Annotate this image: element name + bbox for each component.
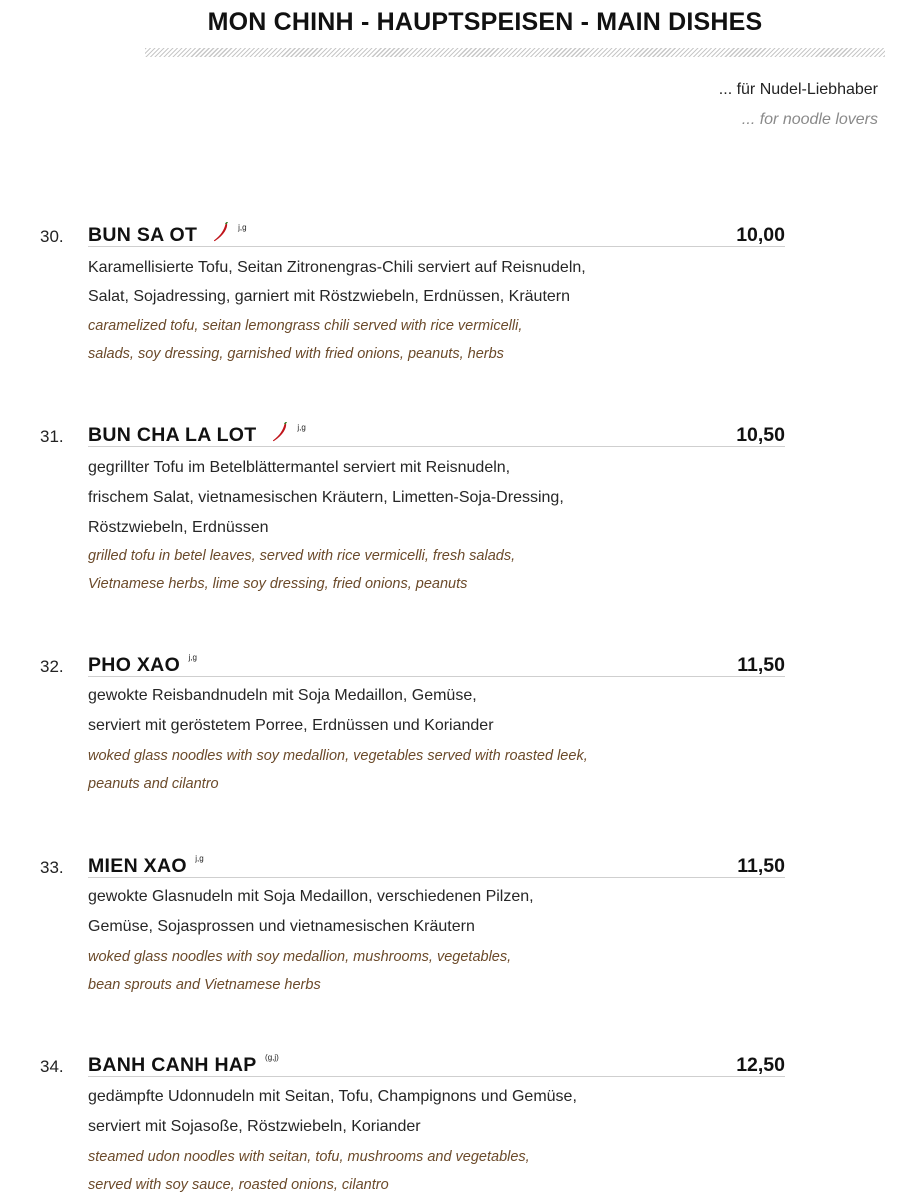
- description-english-line: steamed udon noodles with seitan, tofu, mushrooms and vegetables,: [88, 1149, 530, 1165]
- allergen-code: j,g: [297, 423, 306, 432]
- menu-item-31: [0, 424, 922, 604]
- description-english-line: served with soy sauce, roasted onions, cilantro: [88, 1177, 389, 1193]
- description-english-line: bean sprouts and Vietnamese herbs: [88, 977, 321, 993]
- description-german-line: Gemüse, Sojasprossen und vietnamesischen Kräutern: [88, 918, 475, 935]
- description-german-line: gedämpfte Udonnudeln mit Seitan, Tofu, Champignons und Gemüse,: [88, 1088, 577, 1105]
- page-title: MON CHINH - HAUPTSPEISEN - MAIN DISHES: [207, 8, 763, 36]
- description-english-line: salads, soy dressing, garnished with fried onions, peanuts, herbs: [88, 346, 504, 362]
- dish-name: BUN CHA LA LOT: [88, 424, 257, 446]
- description-english-line: peanuts and cilantro: [88, 776, 219, 792]
- dish-price: 10,50: [736, 424, 785, 446]
- dish-header: [88, 855, 785, 878]
- allergen-code: j,g: [188, 653, 197, 662]
- chili-icon: [212, 222, 230, 247]
- allergen-code: (g,j): [265, 1053, 279, 1062]
- description-german-line: gewokte Reisbandnudeln mit Soja Medaillon, Gemüse,: [88, 687, 477, 704]
- description-german-line: Röstzwiebeln, Erdnüssen: [88, 519, 269, 536]
- dish-number: 32.: [40, 657, 64, 676]
- dish-header: [88, 224, 785, 247]
- subtitle-english: ... for noodle lovers: [741, 111, 878, 128]
- description-english-line: woked glass noodles with soy medallion, vegetables served with roasted leek,: [88, 748, 588, 764]
- description-english-line: woked glass noodles with soy medallion, mushrooms, vegetables,: [88, 949, 512, 965]
- dish-header: [88, 424, 785, 447]
- menu-item-33: [0, 855, 922, 1005]
- dish-price: 10,00: [736, 224, 785, 246]
- menu-item-32: [0, 654, 922, 804]
- allergen-code: j,g: [238, 223, 247, 232]
- dish-number: 34.: [40, 1057, 64, 1076]
- dish-header: [88, 654, 785, 677]
- description-english-line: Vietnamese herbs, lime soy dressing, fried onions, peanuts: [88, 576, 468, 592]
- description-english-line: grilled tofu in betel leaves, served with rice vermicelli, fresh salads,: [88, 548, 516, 564]
- menu-item-30: [0, 224, 922, 374]
- description-german-line: serviert mit Sojasoße, Röstzwiebeln, Koriander: [88, 1118, 421, 1135]
- dish-name: PHO XAO: [88, 654, 181, 676]
- description-german-line: Karamellisierte Tofu, Seitan Zitronengras-Chili serviert auf Reisnudeln,: [88, 259, 586, 276]
- hatched-divider: [145, 48, 885, 57]
- description-german-line: Salat, Sojadressing, garniert mit Röstzwiebeln, Erdnüssen, Kräutern: [88, 288, 571, 305]
- dish-price: 11,50: [737, 855, 785, 877]
- description-german-line: serviert mit geröstetem Porree, Erdnüssen und Koriander: [88, 717, 494, 734]
- dish-number: 30.: [40, 227, 64, 246]
- dish-price: 12,50: [736, 1054, 785, 1076]
- dish-header: [88, 1054, 785, 1077]
- dish-price: 11,50: [737, 654, 785, 676]
- dish-name: BUN SA OT: [88, 224, 198, 246]
- menu-item-34: [0, 1054, 922, 1200]
- chili-icon: [271, 422, 289, 447]
- dish-number: 33.: [40, 858, 64, 877]
- subtitle-german: ... für Nudel-Liebhaber: [718, 81, 878, 98]
- description-german-line: frischem Salat, vietnamesischen Kräutern, Limetten-Soja-Dressing,: [88, 489, 564, 506]
- description-english-line: caramelized tofu, seitan lemongrass chili served with rice vermicelli,: [88, 318, 523, 334]
- description-german-line: gegrillter Tofu im Betelblättermantel serviert mit Reisnudeln,: [88, 459, 511, 476]
- dish-name: BANH CANH HAP: [88, 1054, 257, 1076]
- dish-name: MIEN XAO: [88, 855, 187, 877]
- allergen-code: j,g: [195, 854, 204, 863]
- dish-number: 31.: [40, 427, 64, 446]
- description-german-line: gewokte Glasnudeln mit Soja Medaillon, verschiedenen Pilzen,: [88, 888, 534, 905]
